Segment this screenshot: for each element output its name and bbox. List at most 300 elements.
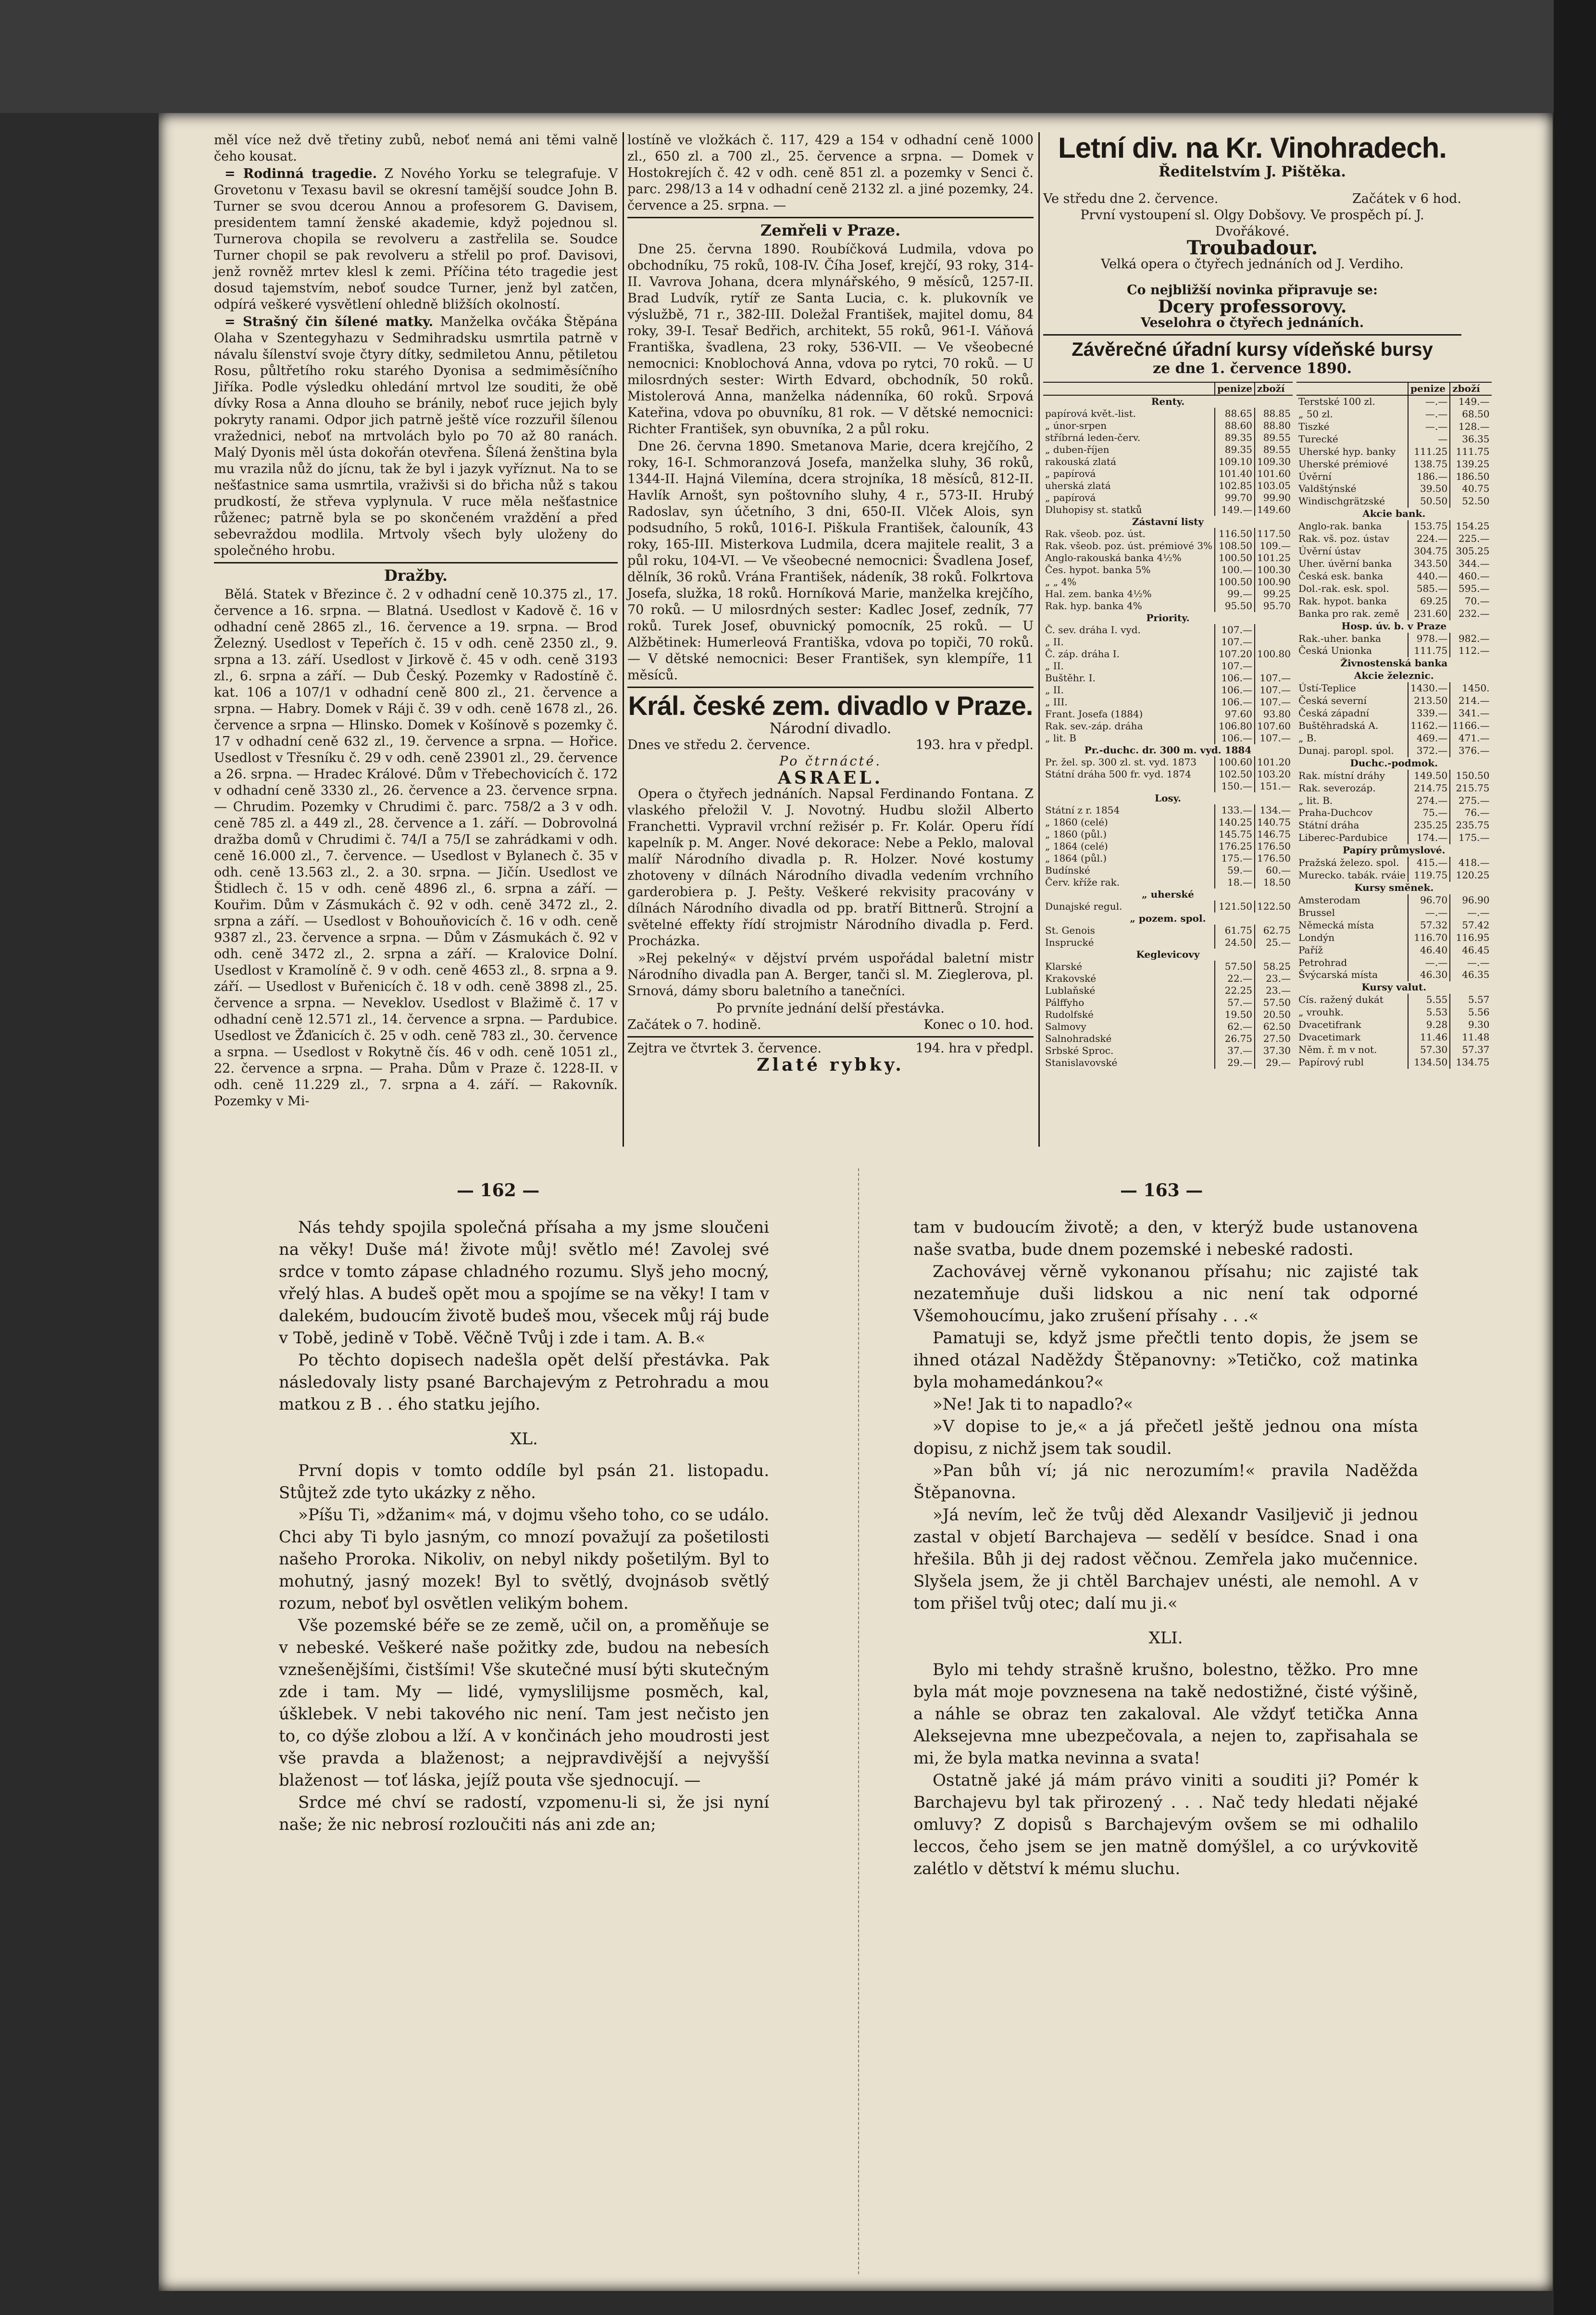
rate-value: 99.70 — [1215, 492, 1255, 504]
rate-value: 57.— — [1215, 997, 1255, 1009]
scan-background-top — [0, 0, 1596, 113]
rate-row — [1297, 1056, 1492, 1069]
rate-row — [1297, 657, 1492, 670]
rate-value: 20.50 — [1255, 1009, 1293, 1021]
rate-row — [1297, 1031, 1492, 1044]
rate-row — [1297, 508, 1492, 520]
rate-label: Krakovské — [1045, 973, 1097, 984]
rate-label: „ II. — [1045, 660, 1064, 672]
summer-theatre-play: Troubadour. — [1186, 237, 1318, 259]
rate-row — [1043, 420, 1293, 432]
rate-value: 93.80 — [1255, 708, 1293, 720]
rate-value: 214.75 — [1408, 782, 1450, 795]
rate-row — [1043, 468, 1293, 480]
novel-page-right — [913, 1216, 1418, 2274]
rate-value: 107.— — [1215, 624, 1255, 636]
rate-value: 232.— — [1450, 608, 1491, 620]
novel-paragraph: Po těchto dopisech nadešla opět delší přestávka. Pak následovaly listy psané Barchajevým z Petrohradu a mou matkou z B . . ého statku jejího. — [279, 1351, 769, 1414]
rate-row — [1297, 1006, 1492, 1019]
rate-row — [1043, 792, 1293, 804]
rate-row — [1043, 720, 1293, 732]
rate-label: Státní dráha 500 fr. vyd. 1874 — [1045, 768, 1191, 780]
rate-row — [1043, 708, 1293, 720]
theatre-date-row — [627, 737, 1034, 753]
rate-row — [1043, 696, 1293, 708]
rate-value: 145.75 — [1215, 828, 1255, 840]
rate-value: 24.50 — [1215, 937, 1255, 949]
rate-row — [1043, 552, 1293, 564]
rate-label: Německá místa — [1298, 919, 1374, 931]
rate-label: Švýcarská místa — [1298, 969, 1378, 981]
rate-label: Pálffyho — [1045, 997, 1085, 1008]
rate-value: 27.50 — [1255, 1033, 1293, 1045]
rate-row — [1297, 471, 1492, 483]
rate-label: Česká esk. banka — [1298, 570, 1384, 582]
theatre-tomorrow-play: Zlaté rybky. — [757, 1055, 904, 1075]
rate-value: 102.50 — [1215, 768, 1255, 780]
rate-label: Dunajské regul. — [1045, 901, 1122, 912]
rate-row — [1297, 395, 1492, 408]
article-strasny-cin — [214, 314, 618, 559]
rate-label: Česká Unionka — [1298, 645, 1372, 657]
rate-row — [1297, 857, 1492, 869]
rate-value: 471.— — [1450, 732, 1491, 745]
rate-value: 225.— — [1450, 533, 1491, 545]
rate-label: Buštěhr. I. — [1045, 672, 1096, 684]
rate-value: 100.50 — [1215, 576, 1255, 588]
rate-label: „ únor-srpen — [1045, 420, 1107, 431]
rate-row — [1297, 583, 1492, 595]
rate-value: 149.— — [1215, 504, 1255, 516]
summer-theatre-play-desc: Velká opera o čtyřech jednáních od J. Verdiho. — [1101, 257, 1404, 272]
rate-value: 46.45 — [1450, 944, 1491, 957]
rate-value: 231.60 — [1408, 608, 1450, 620]
rate-label: „ III. — [1045, 696, 1068, 708]
rate-label: Uher. úvěrní banka — [1298, 558, 1392, 570]
rate-value: 1162.— — [1408, 720, 1450, 732]
rate-value: 213.50 — [1408, 695, 1450, 707]
rate-label: Rak. hypot. banka — [1298, 595, 1387, 607]
rate-label: Liberec-Pardubice — [1298, 832, 1388, 844]
rate-label: Frant. Josefa (1884) — [1045, 708, 1143, 720]
rate-row — [1297, 932, 1492, 944]
rate-label: Ústí-Teplice — [1298, 682, 1356, 694]
divider — [627, 217, 1034, 218]
divider — [627, 1036, 1034, 1038]
rate-label: Pr. žel. sp. 300 zl. st. vyd. 1873 — [1045, 756, 1197, 768]
rate-value: 58.25 — [1255, 961, 1293, 973]
rate-row — [1043, 528, 1293, 540]
rate-label: Insprucké — [1045, 937, 1094, 948]
col-header: penize — [1408, 382, 1450, 395]
rate-row — [1297, 807, 1492, 819]
rate-label: Buštěhradská A. — [1298, 720, 1379, 731]
rate-row — [1043, 480, 1293, 492]
rate-value: — — [1408, 433, 1450, 446]
rate-label: Srbské Sproc. — [1045, 1045, 1114, 1056]
rate-label: Cís. ražený dukát — [1298, 994, 1384, 1006]
rate-value: 116.70 — [1408, 932, 1450, 944]
rate-value: —.— — [1450, 957, 1491, 969]
rate-label: Praha-Duchcov — [1298, 807, 1373, 819]
rate-value: 150.50 — [1450, 770, 1491, 782]
rate-value: 116.95 — [1450, 932, 1491, 944]
novel-paragraph: »V dopise to je,« a já přečetl ještě jednou ona místa dopisu, z nichž jsem tak soudil. — [913, 1417, 1418, 1458]
section-heading-zemreli: Zemřeli v Praze. — [760, 221, 901, 239]
rate-value: 5.55 — [1408, 994, 1450, 1006]
rate-value: 109.10 — [1215, 456, 1255, 468]
rate-value: 69.25 — [1408, 595, 1450, 608]
rate-label: Dunaj. paropl. spol. — [1298, 744, 1394, 756]
rate-value: 97.60 — [1215, 708, 1255, 720]
auction-list: Bělá. Statek v Březince č. 2 v odhadní ceně 10.375 zl., 17. července a 16. srpna. — Blatná. Usedlost v Kadově č. 16 v odhadní ceně 2865 zl., 16. července a 19. srpna. — Brod Železný. Usedlost v Tepeřích č. 15 v odh. ceně 2350 zl., 9. srpna a 13. září. Usedlost v Jirkově č. 45 v odh. ceně 3193 zl., 6. srpna a září. — Dub Český. Pozemky v Radostíně č. kat. 106 a 107/1 v odhadní ceně 800 zl., 21. července a srpna. — Habry. Domek v Ráji č. 39 v odh. ceně 1678 zl., 26. července a srpna — Hlinsko. Domek v Košínově s pozemky č. 17 v odhadní ceně 632 zl., 19. července a srpna. — Hořice. Usedlost v Třesníku č. 29 v odh. ceně 23901 zl., 29. července a 26. srpna. — Hradec Králové. Dům v Třebechovicích č. 172 v odhadní ceně 3330 zl., 26. července a 23. července srpna. — Chrudim. Pozemky v Chrudimi č. parc. 758/2 a 3 v odh. ceně 785 zl. a 449 zl., 28. července a 1. září. — Dobrovolná dražba domů v Chrudimi č. 74/I a 75/I se zahrádkami v odh. ceně 16.000 zl., 7. července. — Usedlost v Bylanech č. 35 v odh. ceně 13.563 zl., 2. a 30. srpna. — Jičín. Usedlost ve Štidlech č. 15 v odh. ceně 4896 zl., 6. srpna a září. — Kouřim. Dům v Zásmukách č. 92 v odh. ceně 3472 zl., 2. srpna a září. — Usedlost v Bohouňovicích č. 16 v odh. ceně 9387 zl., 23. července a srpna. — Dům v Zásmukách č. 92 v odh. ceně 3472 zl., 2. srpna a září. — Kralovice Dolní. Usedlost v Kramolíně č. 9 v odh. ceně 4653 zl., 8. srpna a 9. září. — Usedlost v Buřenicích č. 18 v odh. ceně 3898 zl., 25. července a srpna. — Neveklov. Usedlost v Blažimě č. 17 v odhadní ceně 12.571 zl., 14. července a srpna. — Pardubice. Usedlost ve Žďanicích č. 25 v odh. ceně 783 zl., 30. července a srpna. — Usedlost v Rokytně čís. 46 v odh. ceně 1051 zl., 22. července a srpna. — Praha. Dům v Praze č. 1228-II. v odh. ceně 11.229 zl., 7. srpna a 4. září. — Rakovník. Pozemky v Mi- — [214, 587, 618, 1109]
rate-section-label: Pr.-duchc. dr. 300 m. vyd. 1884 — [1084, 744, 1252, 756]
rate-label — [1043, 780, 1215, 792]
rate-label: Petrohrad — [1298, 956, 1347, 968]
rate-label: Česká severní — [1298, 695, 1367, 707]
rate-value: 982.— — [1450, 633, 1491, 645]
rate-row — [1297, 433, 1492, 446]
divider — [1043, 334, 1461, 336]
rate-value: 52.50 — [1450, 495, 1491, 508]
rate-value: —.— — [1408, 957, 1450, 969]
rate-row — [1043, 624, 1293, 636]
rate-label: Anglo-rak. banka — [1298, 520, 1382, 532]
rate-label: Rudolfské — [1045, 1009, 1094, 1020]
rate-value: 107.— — [1255, 672, 1293, 684]
section-heading-drazby: Dražby. — [384, 566, 448, 585]
rate-section-label: „ uherské — [1142, 888, 1194, 900]
rate-row — [1043, 540, 1293, 552]
rate-row — [1043, 804, 1293, 816]
rate-value: 11.46 — [1408, 1031, 1450, 1044]
rate-value: 36.35 — [1450, 433, 1491, 446]
rate-value: 275.— — [1450, 795, 1491, 807]
rate-row — [1043, 768, 1293, 780]
rate-label: „ 1864 (celé) — [1045, 840, 1108, 852]
summer-theatre-date-row — [1043, 191, 1461, 207]
rate-row — [1297, 894, 1492, 907]
scan-background-edge — [1554, 0, 1596, 2315]
rate-label: Rak. sev.-záp. dráha — [1045, 720, 1143, 732]
rate-value: 89.35 — [1215, 444, 1255, 456]
rate-value: 150.— — [1215, 780, 1255, 792]
rate-value: 175.— — [1215, 852, 1255, 864]
rate-row — [1297, 919, 1492, 932]
bursa-title: Závěrečné úřadní kursy vídeňské bursy — [1072, 339, 1433, 360]
rate-section-label: Kursy valut. — [1361, 981, 1427, 993]
rate-value: 978.— — [1408, 633, 1450, 645]
rate-value: 9.30 — [1450, 1019, 1491, 1031]
novel-paragraph: Zachovávej věrně vykonanou přísahu; nic zajisté tak nezatemňuje duši lidskou a nic není tak odporné Všemohoucímu, jako zrušení přísahy . . .« — [913, 1262, 1418, 1326]
theatre-tomorrow-count: 194. hra v předpl. — [915, 1041, 1034, 1056]
rate-value: 101.20 — [1255, 756, 1293, 768]
rate-value: 140.75 — [1255, 816, 1293, 828]
rate-value: 146.75 — [1255, 828, 1293, 840]
rate-row — [1043, 973, 1293, 985]
rate-row — [1297, 907, 1492, 919]
rate-label: Lublaňské — [1045, 985, 1096, 996]
rate-value: 120.25 — [1450, 869, 1491, 882]
rate-value: 100.80 — [1255, 648, 1293, 660]
rate-value: 89.55 — [1255, 432, 1293, 444]
rate-value: 109.— — [1255, 540, 1293, 552]
rate-value: 102.85 — [1215, 480, 1255, 492]
rate-value: 62.50 — [1255, 1021, 1293, 1033]
rate-value: 186.50 — [1450, 471, 1491, 483]
rate-row — [1297, 720, 1492, 732]
theatre-end: Konec o 10. hod. — [923, 1017, 1034, 1032]
col-header: zboží — [1450, 382, 1491, 395]
rate-value: 469.— — [1408, 732, 1450, 745]
rate-label: Dvacetimark — [1298, 1031, 1361, 1043]
rate-row — [1297, 495, 1492, 508]
deaths-list-25: Dne 25. června 1890. Roubíčková Ludmila, vdova po obchodníku, 75 roků, 108-IV. Číha Josef, krejčí, 93 roky, 314-II. Vavrova Johana, dcera mlynářského, 9 měsíců, 1257-II. Brad Ludvík, rytíř ze Santa Lucia, c. k. plukovník ve výslužbě, 71 r., 382-III. Doležal František, majitel domu, 84 roky, 39-I. Tesař Bedřich, architekt, 55 roků, 961-I. Váňová Františka, švadlena, 23 roky, 536-VII. — Ve všeobecné nemocnici: Knoblochová Anna, vdova po rytci, 70 roků. — U milosrdných sester: Wirth Edvard, obchodník, 50 roků. Mistolerová Anna, manželka nádenníka, 60 roků. Srpová Kateřina, vdova po obuvníku, 81 rok. — V dětské nemocnici: Richter František, syn obuvníka, 2 a půl roku. — [627, 242, 1034, 437]
rate-value: 99.25 — [1255, 588, 1293, 600]
rate-value: 274.— — [1408, 795, 1450, 807]
rate-value: 1450. — [1450, 682, 1491, 695]
rate-value: 100.90 — [1255, 576, 1293, 588]
rate-value: 75.— — [1408, 807, 1450, 819]
rate-label: Úvěrní — [1298, 470, 1332, 482]
rate-section-label: Keglevicovy — [1136, 949, 1200, 960]
rate-value: 60.— — [1255, 864, 1293, 876]
rate-value: 106.— — [1215, 672, 1255, 684]
rate-value: 111.25 — [1408, 446, 1450, 458]
rate-value: 140.25 — [1215, 816, 1255, 828]
divider — [214, 562, 618, 563]
rate-label: Papírový rubl — [1298, 1056, 1364, 1068]
rate-label: Čes. hypot. banka 5% — [1045, 564, 1151, 576]
bursa-table-left — [1043, 382, 1293, 1069]
rate-label: „ II. — [1045, 684, 1064, 696]
rate-value: 106.— — [1215, 696, 1255, 708]
rate-value: 59.— — [1215, 864, 1255, 876]
rate-label: Červ. kříže rak. — [1045, 876, 1120, 888]
rate-row — [1043, 564, 1293, 576]
auction-list-continued: lostíně ve vložkách č. 117, 429 a 154 v odhadní ceně 1000 zl., 650 zl. a 700 zl., 25. července a srpna. — Domek v Hostokrejích č. 42 v odh. ceně 851 zl. a pozemky v Senci č. parc. 298/13 a 14 v odhadní ceně 2132 zl. a jiné pozemky, 24. července a 25. srpna. — — [627, 133, 1034, 213]
rate-row — [1297, 819, 1492, 832]
rate-row — [1043, 732, 1293, 744]
rate-value: 103.20 — [1255, 768, 1293, 780]
rate-row — [1297, 645, 1492, 657]
novel-paragraph: Bylo mi tehdy strašně krušno, bolestno, těžko. Pro mne byla mát moje povznesena na takě nedostižné, čisté výšině, a náhle se obraz ten zakaloval. Ale vždyť tetička Anna Alekseјevna mne ubezpečovala, a nejen to, zapřisahala se mi, že byla matka nevinna a svata! — [913, 1660, 1418, 1768]
rate-value: 121.50 — [1215, 901, 1255, 913]
rate-row — [1043, 660, 1293, 672]
rate-section-label: Akcie železnic. — [1354, 670, 1434, 682]
bursa-date: ze dne 1. července 1890. — [1153, 360, 1352, 377]
summer-theatre-novelty: Dcery professorovy. — [1158, 297, 1347, 317]
col-header: penize — [1215, 382, 1255, 395]
rate-row — [1297, 844, 1492, 857]
rate-label: Rak. hyp. banka 4% — [1045, 600, 1142, 612]
rate-label: „ 50 zl. — [1298, 408, 1333, 420]
rate-value: 341.— — [1450, 707, 1491, 720]
rate-value: 176.50 — [1255, 840, 1293, 852]
rate-label: „ lit. B — [1045, 732, 1076, 744]
rate-row — [1297, 832, 1492, 844]
rate-value: 305.25 — [1450, 545, 1491, 558]
rate-row — [1297, 981, 1492, 994]
rate-label: Dvacetifrank — [1298, 1019, 1361, 1031]
rate-value: 106.80 — [1215, 720, 1255, 732]
rate-row — [1043, 588, 1293, 600]
rate-row — [1297, 1019, 1492, 1031]
rate-value: 40.75 — [1450, 483, 1491, 495]
rate-value: 107.— — [1255, 732, 1293, 744]
rate-value: 100.50 — [1215, 552, 1255, 564]
rate-value: 134.50 — [1408, 1056, 1450, 1069]
chapter-heading: XLI. — [1148, 1628, 1183, 1648]
rate-label: Klarské — [1045, 961, 1083, 972]
rate-value: 22.— — [1215, 973, 1255, 985]
rate-label: Rak. severozáp. — [1298, 782, 1376, 794]
rate-row — [1043, 840, 1293, 852]
theatre-start: Začátek o 7. hodině. — [627, 1017, 761, 1032]
rate-value: —.— — [1450, 907, 1491, 919]
rate-label: „ II. — [1045, 636, 1064, 648]
novel-paragraph: Ostatně jaké já mám právo viniti a souditi ji? Pomér k Barchajevu byl tak přirozený . . . Nač tedy hledati nějaké omluvy? Z dopisů s Barchajevým ovšem se mi odhalilo leccos, čeho jsem se jen matně domýšlel, a co urývkovitě zalétlo v dětství k mému sluchu. — [913, 1771, 1418, 1878]
rate-value: 88.85 — [1255, 408, 1293, 420]
rate-row — [1043, 816, 1293, 828]
rate-label: papírová květ.-list. — [1045, 408, 1136, 419]
column-news-3 — [1043, 132, 1490, 1147]
rate-value: 109.30 — [1255, 456, 1293, 468]
rate-value: 174.— — [1408, 832, 1450, 844]
rate-value: 11.48 — [1450, 1031, 1491, 1044]
rate-label: Amsterodam — [1298, 894, 1360, 906]
article-body: Manželka ovčáka Štěpána Olaha v Szentegyhazu v Sedmihradsku usmrtila patrně v návalu šílenství svoje čtyry dítky, sedmiletou Annu, pětiletou Rosu, půltřetího roku starého Dyonisa a sedmiměsíčního Jiříka. Podle výsledku ohledání mrtvol lze souditi, že obě dívky Rosa a Anna dlouho se bránily, neboť ruce jejich byly pokryty ranami. Odpor jich patrně ještě více rozzuřil šílenou vražednici, neboť na mrtvolách bylo po 70 až 80 ranách. Malý Dyonis měl ústa dokořán otevřena. Šílená ženština byla mu vrazila nůž do jícnu, tak že byl i jazyk vyříznut. Na to se nešťastnice sama usmrtila, vraživši si do břicha nůž s takou prudkostí, že střeva vyplynula. V ruce měla nešťastnice růženec; patrně byla se po skončeném vraždění a před sebevraždou modlila. Mrtvoly všech byly uloženy do společného hrobu. — [214, 314, 618, 558]
rate-label: Murecko. tabák. rváie — [1298, 869, 1406, 881]
rate-value: 149.50 — [1408, 770, 1450, 782]
rate-label: Salmovy — [1045, 1021, 1086, 1032]
rate-row — [1297, 483, 1492, 495]
rate-value: 101.40 — [1215, 468, 1255, 480]
rate-value: 117.50 — [1255, 528, 1293, 540]
rate-value: 440.— — [1408, 570, 1450, 583]
rate-value: 134.75 — [1450, 1056, 1491, 1069]
theatre-subtitle: Národní divadlo. — [769, 720, 892, 737]
rate-section-label: „ pozem. spol. — [1130, 913, 1206, 924]
rate-row — [1297, 944, 1492, 957]
rate-value: 5.53 — [1408, 1006, 1450, 1019]
rate-row — [1043, 492, 1293, 504]
rate-value: 101.25 — [1255, 552, 1293, 564]
summer-theatre-guest: První vystoupení sl. Olgy Dobšovy. Ve prospěch pí. J. Dvořákové. — [1080, 208, 1424, 239]
rate-label: Uherské prémiové — [1298, 458, 1388, 470]
rate-section-label: Akcie bank. — [1362, 508, 1426, 520]
novel-paragraph: »Já nevím, leč že tvůj děd Alexandr Vasiljevič ji jednou zastal v objetí Barchajeva — sedělí v besídce. Snad i ona hřešila. Bůh ji dej radost věčnou. Zemřela jako mučennice. Slyšela jsem, že ji chtěl Barchajev unésti, ale nemohl. A v tom přišel tvůj otec; dalí mu ji.« — [913, 1505, 1418, 1613]
rate-row — [1297, 682, 1492, 695]
rate-value: 99.— — [1215, 588, 1255, 600]
rate-row — [1043, 684, 1293, 696]
rate-row — [1297, 1044, 1492, 1056]
column-divider — [1038, 132, 1040, 1147]
rate-label: Terstské 100 zl. — [1298, 396, 1375, 407]
rate-value — [1255, 636, 1293, 648]
rate-value: 9.28 — [1408, 1019, 1450, 1031]
rate-row — [1297, 408, 1492, 421]
rate-row — [1043, 852, 1293, 864]
rate-value: 88.65 — [1215, 408, 1255, 420]
rate-row — [1297, 533, 1492, 545]
rate-row — [1297, 545, 1492, 558]
rate-value: 107.60 — [1255, 720, 1293, 732]
rate-value: 26.75 — [1215, 1033, 1255, 1045]
rate-label: Turecké — [1298, 433, 1338, 445]
rate-value: 57.50 — [1255, 997, 1293, 1009]
rate-label: „ 1860 (půl.) — [1045, 828, 1107, 840]
novel-paragraph: »Píšu Ti, »džanim« má, v dojmu všeho toho, co se událo. Chci aby Ti bylo jasným, co mnozí považují za pošetilosti našeho Proroka. Nikoliv, on nebyl nikdy pošetilým. Byl to mohutný, jasný mozek! Byl to světlý, dvojnásob světlý rozum, neboť byl osvětlen velikým bohem. — [279, 1505, 769, 1613]
rate-row — [1043, 756, 1293, 768]
column-news-2 — [627, 132, 1034, 1147]
rate-label: Anglo-rakouská banka 4½% — [1045, 552, 1182, 563]
rate-row — [1043, 648, 1293, 660]
rate-label: „ vrouhk. — [1298, 1006, 1344, 1018]
rate-value: 18.50 — [1255, 876, 1293, 888]
rate-row — [1297, 707, 1492, 720]
rate-value: 106.— — [1215, 684, 1255, 696]
rate-section-label: Papíry průmyslové. — [1342, 844, 1446, 856]
rate-label: „ 1860 (celé) — [1045, 816, 1108, 828]
rate-row — [1297, 969, 1492, 981]
theatre-ballet: »Rej pekelný« v dějství prvém uspořádal baletní mistr Národního divadla pan A. Berger, tanči sl. M. Zieglerova, pl. Srnová, dámy sboru baletního a tanečníci. — [627, 951, 1034, 999]
rate-section-label: Kursy směnek. — [1354, 881, 1434, 893]
rate-row — [1043, 408, 1293, 420]
rate-value: 37.— — [1215, 1045, 1255, 1057]
rate-value: 62.— — [1215, 1021, 1255, 1033]
rate-section-label: Živnostenská banka — [1340, 657, 1448, 669]
rate-value: —.— — [1408, 907, 1450, 919]
summer-theatre-director: Ředitelstvím J. Pištěka. — [1159, 163, 1346, 180]
rate-label: Stanislavovské — [1045, 1057, 1118, 1068]
rate-row — [1297, 633, 1492, 645]
deaths-list-26: Dne 26. června 1890. Smetanova Marie, dcera krejčího, 2 roky, 16-I. Schmoranzová Josefa, manželka sluhy, 36 roků, 1344-II. Hajná Vilemína, dcera strojníka, 18 měsíců, 812-II. Havlík Arnošt, syn poštovního sluhy, 4 r., 573-II. Hrubý Radoslav, syn účetního, 3 dni, 650-II. Vlček Alois, syn podsudního, 5 roků, 1016-I. Piškula František, čalouník, 43 roky, 165-III. Misterkova Ludmila, dcera majitele realit, 3 a půl roku, 104-VI. — Ve všeobecné nemocnici: Švadlena Josef, dělník, 36 roků. Vrána František, nádeník, 38 roků. Folkrtova Josefa, služka, 18 roků. Horníková Marie, manželka krejčího, 70 roků. — U milosrdných sester: Kadlec Josef, zedník, 77 roků. Turek Josef, obuvnický pomocník, 25 roků. — U Alžbětinek: Humerleová Františka, vdova po topiči, 70 roků. — V dětské nemocnici: Beser František, syn klempíře, 11 měsíců. — [627, 439, 1034, 683]
bursa-tables — [1043, 382, 1490, 1069]
rate-label: Brussel — [1298, 906, 1335, 918]
novel-paragraph: Vše pozemské béře se ze země, učil on, a proměňuje se v nebeské. Veškeré naše požitky zde, budou na nebesích vznešenějšími, čistšími! Vše skutečné musí býti skutečným zde i tam. My — lidé, vymysliliјsme posměch, kal, úšklebek. V nebi takového nic není. Tam jest nečisto jen to, co dýše zlobou a lží. A v končinách jeho moudrosti jest vše pravda a blaženost; a nejpravdivější a nejvyšší blaženost — toť láska, jejíž pouta vše sjednocují. — — [279, 1616, 769, 1790]
rate-value: 153.75 — [1408, 520, 1450, 533]
rate-row — [1297, 770, 1492, 782]
novel-paragraph: První dopis v tomto oddíle byl psán 21. listopadu. Stůjtež zde tyto ukázky z něho. — [279, 1461, 769, 1502]
rate-value: 585.— — [1408, 583, 1450, 595]
rate-label: uherská zlatá — [1045, 480, 1111, 491]
rate-row — [1297, 957, 1492, 969]
rate-row — [1043, 913, 1293, 925]
rate-value: 99.90 — [1255, 492, 1293, 504]
rate-row — [1043, 395, 1293, 408]
rate-value: 100.30 — [1255, 564, 1293, 576]
rate-label: Pražská železo. spol. — [1298, 857, 1399, 869]
rate-row — [1043, 949, 1293, 961]
rate-value: 1166.— — [1450, 720, 1491, 732]
rate-value: 5.56 — [1450, 1006, 1491, 1019]
novel-paragraph: Nás tehdy spojila společná přísaha a my jsme sloučeni na věky! Duše má! živote můj! světlo mé! Zavolej své srdce v tomto zápase chladného rozumu. Slyš jeho mocný, vřelý hlas. A budeš opět mou a spojíme se na věky! I tam v dalekém, budoucím životě budeš mou, všecek můj ráj bude v Tobě, jedině v Tobě. Věčně Tvůj i zde i tam. A. B.« — [279, 1218, 769, 1348]
rate-row — [1297, 732, 1492, 745]
rate-value: 235.25 — [1408, 819, 1450, 832]
rate-value: 339.— — [1408, 707, 1450, 720]
rate-value: 186.— — [1408, 471, 1450, 483]
rate-row — [1297, 782, 1492, 795]
rate-value: 111.75 — [1408, 645, 1450, 657]
article-body: Z Nového Yorku se telegrafuje. V Grovetonu v Texasu bavil se okresní tamější soudce John B. Turner se svou dcerou Annou a profesorem G. Davisem, presidentem tamní ženské akademie, když pojednou sl. Turnerova chopila se revolveru a zastřelila se. Soudce Turner chopil se pak revolveru a střelil po prof. Davisovi, jenž rovněž mrtev klesl k zemi. Příčina této tragedie jest dosud tajemstvím, neboť soudce Turner, jenž byl zatčen, odpírá veškeré vysvětlení ohledně bližších okolností. — [214, 166, 618, 312]
rate-row — [1297, 994, 1492, 1006]
intro-text: měl více než dvě třetiny zubů, neboť nemá ani těmi valně čeho kousat. — [214, 133, 618, 164]
rate-value: 68.50 — [1450, 408, 1491, 421]
rate-label: Paříž — [1298, 944, 1323, 956]
rate-row — [1043, 600, 1293, 612]
rate-row — [1043, 1009, 1293, 1021]
